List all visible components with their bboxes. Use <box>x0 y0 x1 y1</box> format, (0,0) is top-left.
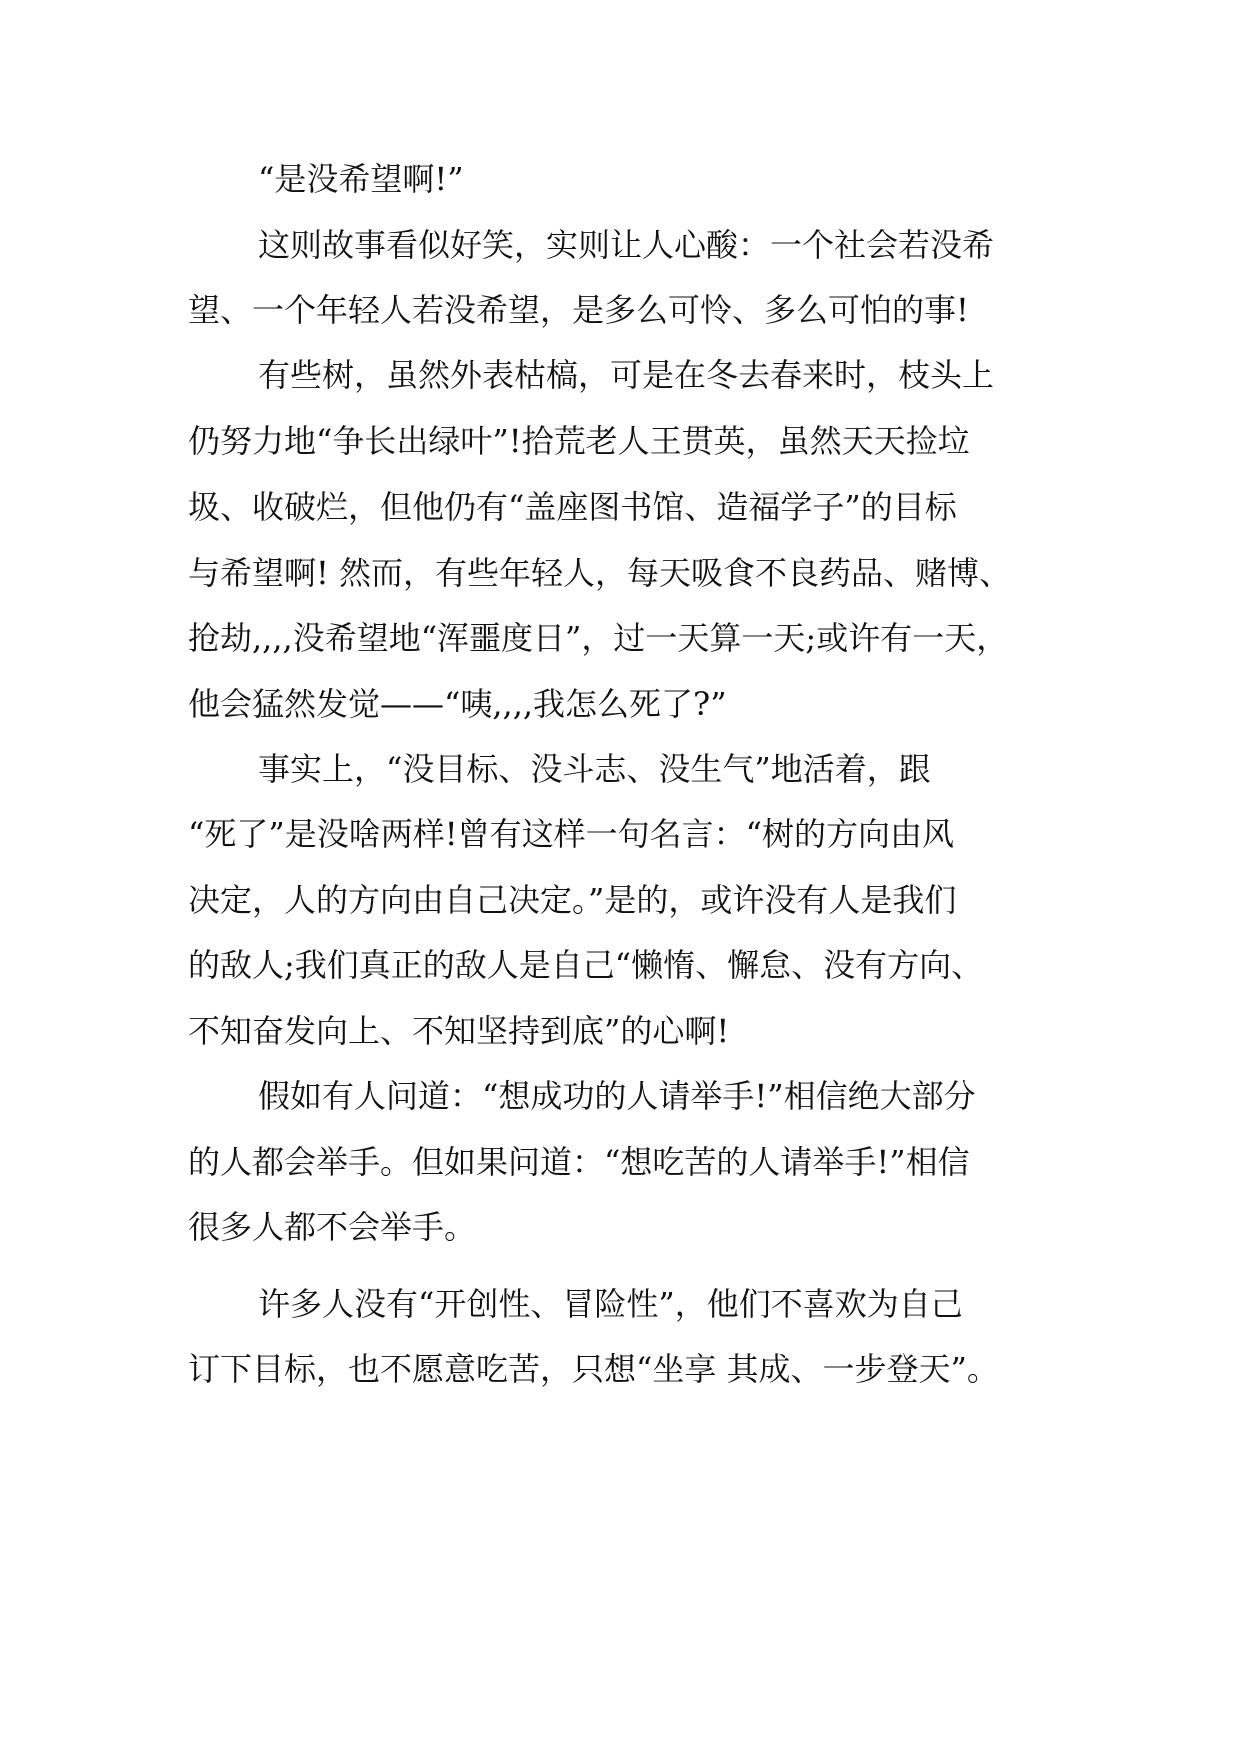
text-line: 很多人都不会举手。 <box>188 1208 477 1246</box>
text-line: 这则故事看似好笑，实则让人心酸：一个社会若没希 <box>258 226 995 264</box>
text-line: 的敌人;我们真正的敌人是自己“懒惰、懈怠、没有方向、 <box>188 946 984 984</box>
text-line: 仍努力地“争长出绿叶”!拾荒老人王贯英，虽然天天捡垃 <box>188 422 970 460</box>
text-line: 有些树，虽然外表枯槁，可是在冬去春来时，枝头上 <box>258 356 995 394</box>
text-line: 订下目标，也不愿意吃苦，只想“坐享 其成、一步登天”。 <box>188 1350 999 1388</box>
text-line: 决定，人的方向由自己决定。”是的，或许没有人是我们 <box>188 881 957 919</box>
text-line: 抢劫,,,,没希望地“浑噩度日”，过一天算一天;或许有一天， <box>188 619 1009 657</box>
text-line: 望、一个年轻人若没希望，是多么可怜、多么可怕的事! <box>188 291 969 329</box>
text-line: 圾、收破烂，但他仍有“盖座图书馆、造福学子”的目标 <box>188 488 957 526</box>
text-line: 假如有人问道：“想成功的人请举手!”相信绝大部分 <box>258 1077 976 1115</box>
text-line: 事实上，“没目标、没斗志、没生气”地活着，跟 <box>258 750 931 788</box>
text-line: 他会猛然发觉——“咦,,,,我怎么死了?” <box>188 685 727 723</box>
text-line: 许多人没有“开创性、冒险性”，他们不喜欢为自己 <box>258 1285 963 1323</box>
text-line: “是没希望啊!” <box>258 160 464 198</box>
text-line: “死了”是没啥两样!曾有这样一句名言：“树的方向由风 <box>188 815 954 853</box>
text-line: 与希望啊! 然而，有些年轻人，每天吸食不良药品、赌博、 <box>188 554 1012 592</box>
text-line: 不知奋发向上、不知坚持到底”的心啊! <box>188 1012 730 1050</box>
text-line: 的人都会举手。但如果问道：“想吃苦的人请举手!”相信 <box>188 1143 970 1181</box>
